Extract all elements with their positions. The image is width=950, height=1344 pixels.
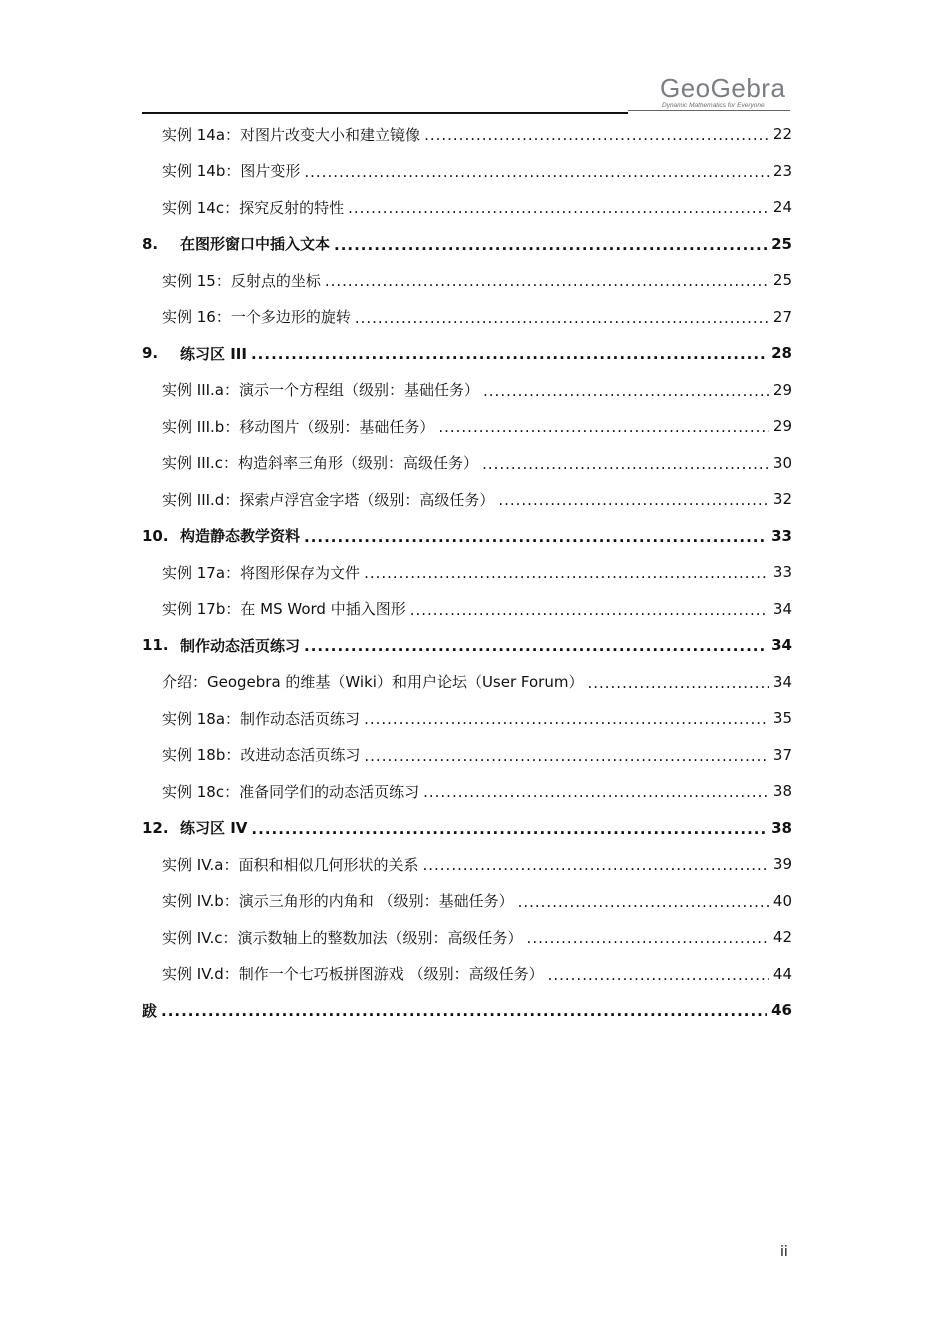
- toc-entry-title: 练习区 III: [180, 344, 247, 363]
- toc-entry[interactable]: [142, 992, 792, 1029]
- toc-entry-page: 27: [772, 307, 792, 326]
- toc-dot-leader: [364, 564, 769, 582]
- toc-entry-page: 40: [772, 891, 792, 910]
- toc-dot-leader: [355, 309, 769, 327]
- toc-entry-page: 39: [772, 855, 792, 874]
- toc-entry-number: 11.: [142, 636, 169, 655]
- toc-dot-leader: [587, 674, 768, 692]
- toc-entry[interactable]: [142, 299, 792, 336]
- toc-entry-title: 实例 18c：准备同学们的动态活页练习: [162, 782, 420, 801]
- toc-entry-title: 实例 17a：将图形保存为文件: [162, 563, 361, 582]
- toc-entry-page: 29: [772, 417, 792, 436]
- toc-entry[interactable]: [142, 956, 792, 993]
- toc-entry[interactable]: [142, 408, 792, 445]
- toc-entry-title: 实例 14c：探究反射的特性: [162, 198, 345, 217]
- toc-entry[interactable]: [142, 664, 792, 701]
- toc-entry[interactable]: [142, 773, 792, 810]
- toc-entry-title: 实例 14a：对图片改变大小和建立镜像: [162, 125, 421, 144]
- toc-entry-number: 9.: [142, 344, 159, 363]
- toc-dot-leader: [251, 345, 767, 363]
- toc-entry-title: 实例 15：反射点的坐标: [162, 271, 321, 290]
- toc-entry-page: 25: [771, 234, 792, 253]
- toc-entry[interactable]: [142, 372, 792, 409]
- toc-dot-leader: [422, 856, 768, 874]
- toc-dot-leader: [424, 126, 769, 144]
- toc-entry[interactable]: [142, 153, 792, 190]
- toc-entry-page: 33: [772, 563, 792, 582]
- toc-entry-page: 34: [772, 599, 792, 618]
- toc-entry-title: 实例 IV.c：演示数轴上的整数加法（级别：高级任务）: [162, 928, 523, 947]
- toc-entry-page: 38: [771, 818, 792, 837]
- toc-entry[interactable]: [142, 116, 792, 153]
- logo-text: GeoGebra: [660, 73, 786, 103]
- toc-entry-title: 实例 18a：制作动态活页练习: [162, 709, 361, 728]
- toc-entry-page: 44: [772, 964, 792, 983]
- toc-dot-leader: [548, 966, 769, 984]
- toc-entry[interactable]: [142, 481, 792, 518]
- table-of-contents: [142, 116, 792, 1029]
- toc-dot-leader: [518, 893, 769, 911]
- toc-entry-number: 12.: [142, 818, 169, 837]
- page-number: ii: [780, 1244, 788, 1260]
- toc-entry-page: 22: [772, 125, 792, 144]
- toc-entry-page: 29: [772, 380, 792, 399]
- toc-entry-page: 32: [772, 490, 792, 509]
- toc-dot-leader: [251, 820, 767, 838]
- toc-entry-page: 37: [772, 745, 792, 764]
- toc-dot-leader: [334, 236, 767, 254]
- toc-entry[interactable]: [142, 591, 792, 628]
- toc-dot-leader: [527, 929, 769, 947]
- toc-entry-page: 34: [772, 672, 792, 691]
- toc-entry[interactable]: [142, 810, 792, 847]
- toc-entry-page: 25: [772, 271, 792, 290]
- toc-entry-title: 实例 14b：图片变形: [162, 162, 301, 181]
- toc-entry-title: 实例 IV.a：面积和相似几何形状的关系: [162, 855, 419, 874]
- toc-entry[interactable]: [142, 737, 792, 774]
- toc-entry-title: 实例 IV.b：演示三角形的内角和 （级别：基础任务）: [162, 892, 514, 911]
- toc-entry-page: 30: [772, 453, 792, 472]
- logo-subtitle: Dynamic Mathematics for Everyone: [662, 102, 765, 109]
- toc-entry-title: 制作动态活页练习: [180, 636, 301, 655]
- toc-entry-title: 实例 IV.d：制作一个七巧板拼图游戏 （级别：高级任务）: [162, 965, 544, 984]
- toc-dot-leader: [423, 783, 769, 801]
- toc-entry-page: 24: [772, 198, 792, 217]
- toc-entry-number: 10.: [142, 526, 169, 545]
- toc-entry[interactable]: [142, 445, 792, 482]
- toc-dot-leader: [325, 272, 769, 290]
- toc-entry[interactable]: [142, 518, 792, 555]
- toc-dot-leader: [410, 601, 769, 619]
- toc-entry-title: 构造静态教学资料: [180, 527, 301, 546]
- toc-entry[interactable]: [142, 335, 792, 372]
- toc-entry[interactable]: [142, 700, 792, 737]
- toc-entry-title: 在图形窗口中插入文本: [180, 235, 331, 254]
- toc-entry-page: 28: [771, 344, 792, 363]
- toc-dot-leader: [483, 382, 769, 400]
- toc-entry[interactable]: [142, 846, 792, 883]
- toc-entry[interactable]: [142, 883, 792, 920]
- toc-entry[interactable]: [142, 627, 792, 664]
- toc-entry-number: 8.: [142, 234, 159, 253]
- toc-entry-title: 练习区 IV: [180, 819, 248, 838]
- toc-entry-page: 23: [772, 161, 792, 180]
- toc-entry-title: 实例 18b：改进动态活页练习: [162, 746, 361, 765]
- toc-entry-page: 46: [771, 1001, 792, 1020]
- toc-dot-leader: [438, 418, 769, 436]
- toc-entry-title: 介绍：Geogebra 的维基（Wiki）和用户论坛（User Forum）: [162, 673, 584, 692]
- toc-entry[interactable]: [142, 189, 792, 226]
- toc-dot-leader: [498, 491, 769, 509]
- toc-dot-leader: [304, 163, 769, 181]
- header-rule-right: [628, 110, 790, 111]
- toc-entry-page: 38: [772, 782, 792, 801]
- toc-entry-page: 35: [772, 709, 792, 728]
- toc-dot-leader: [364, 747, 769, 765]
- geogebra-logo: [660, 74, 790, 114]
- toc-entry[interactable]: [142, 919, 792, 956]
- toc-dot-leader: [348, 199, 769, 217]
- toc-dot-leader: [482, 455, 769, 473]
- toc-entry-title: 实例 III.c：构造斜率三角形（级别：高级任务）: [162, 454, 479, 473]
- header-rule: [142, 112, 628, 114]
- toc-entry-page: 42: [772, 928, 792, 947]
- toc-entry[interactable]: [142, 262, 792, 299]
- toc-entry[interactable]: [142, 554, 792, 591]
- toc-entry-title: 实例 16：一个多边形的旋转: [162, 308, 351, 327]
- toc-dot-leader: [304, 528, 767, 546]
- toc-entry-title: 实例 III.d：探索卢浮宫金字塔（级别：高级任务）: [162, 490, 495, 509]
- toc-entry-title: 实例 III.a：演示一个方程组（级别：基础任务）: [162, 381, 480, 400]
- toc-dot-leader: [161, 1002, 767, 1020]
- toc-dot-leader: [304, 637, 767, 655]
- toc-dot-leader: [364, 710, 769, 728]
- toc-entry-title: 跋: [142, 1001, 158, 1020]
- toc-entry[interactable]: [142, 226, 792, 263]
- toc-entry-page: 34: [771, 636, 792, 655]
- toc-entry-title: 实例 III.b：移动图片（级别：基础任务）: [162, 417, 435, 436]
- toc-entry-title: 实例 17b：在 MS Word 中插入图形: [162, 600, 406, 619]
- toc-entry-page: 33: [771, 526, 792, 545]
